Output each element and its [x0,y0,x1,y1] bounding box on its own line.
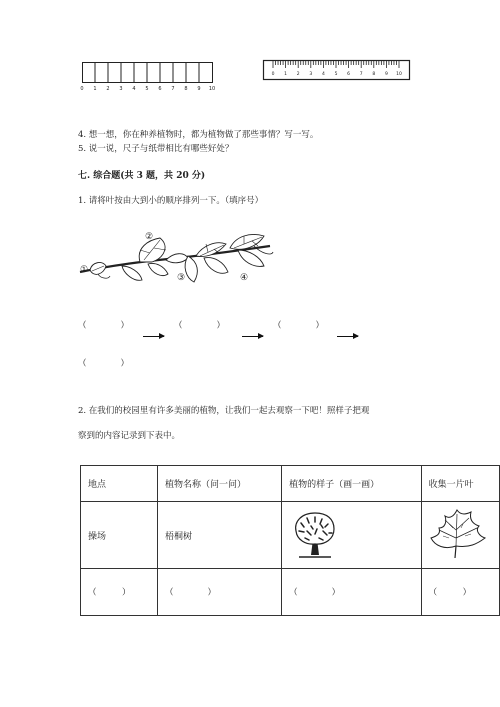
arrow-icon [337,336,358,337]
leaf-label-3: ③ [177,273,186,283]
order-blank-4[interactable]: （ ） [78,359,130,369]
ruler-number: 1 [93,86,97,92]
ruler-number: 0 [271,72,275,77]
leaf-label-2: ② [145,232,154,242]
question-7-2-line-1: 2. 在我们的校园里有许多美丽的植物，让我们一起去观察一下吧！照样子把观 [78,406,370,416]
paper-strip-ruler [82,62,217,92]
question-4: 4. 想一想，你在种养植物时，都为植物做了那些事情？写一写。 [78,130,319,140]
ruler-number: 7 [171,86,175,92]
ruler-number: 7 [359,72,363,77]
cell-plant-drawing [282,502,421,569]
ruler-number: 9 [384,72,388,77]
ruler-number: 2 [296,72,300,77]
ruler-number: 6 [347,72,351,77]
ruler-number: 10 [396,72,402,77]
ruler-number: 4 [321,72,325,77]
plant-record-table [80,465,500,616]
ruler-number: 4 [132,86,136,92]
order-blank-1[interactable]: （ ） [78,321,130,331]
table-header-row [81,466,500,502]
section-7-title: 七. 综合题(共 3 题，共 20 分) [78,171,206,181]
ruler-number: 5 [334,72,338,77]
ruler-number: 2 [106,86,110,92]
cell-plant-name: 梧桐树 [158,502,282,569]
blank-leaf-cell[interactable]: （ ） [421,569,499,616]
header-plant-name: 植物名称（问一问） [158,466,282,502]
ruler-number: 3 [309,72,313,77]
table-row [81,569,500,616]
blank-plant-name-cell[interactable]: （ ） [158,569,282,616]
question-7-2-line-2: 察到的内容记录到下表中。 [78,431,181,441]
cell-leaf-sample [421,502,499,569]
table-row [81,502,500,569]
order-blank-3[interactable]: （ ） [273,321,325,331]
leaf-3-icon [185,243,228,282]
ruler-number: 8 [184,86,188,92]
question-5: 5. 说一说，尺子与纸带相比有哪些好处？ [78,144,234,154]
blank-plant-drawing-cell[interactable]: （ ） [282,569,421,616]
arrow-icon [143,336,164,337]
leaf-icon [429,508,485,562]
cell-location: 操场 [81,502,158,569]
ruler-number: 1 [284,72,288,77]
header-location: 地点 [81,466,158,502]
ruler-number: 8 [372,72,376,77]
order-blank-2[interactable]: （ ） [174,321,226,331]
leaf-label-1: ① [80,265,89,275]
ruler-number: 9 [197,86,201,92]
tree-icon [289,509,341,561]
arrow-icon [242,336,263,337]
ruler-number: 6 [158,86,162,92]
ruler-number: 5 [145,86,149,92]
header-collect-leaf: 收集一片叶 [421,466,499,502]
ruler-number: 0 [80,86,84,92]
leaf-label-4: ④ [240,273,249,283]
steel-ruler [263,60,413,82]
blank-location-cell[interactable]: （ ） [81,569,158,616]
leaf-1-icon [90,263,110,279]
ruler-number: 3 [119,86,123,92]
question-7-1: 1. 请将叶按由大到小的顺序排列一下。（填序号） [78,196,264,206]
header-plant-appearance: 植物的样子（画一画） [282,466,421,502]
ruler-number: 10 [208,86,216,92]
